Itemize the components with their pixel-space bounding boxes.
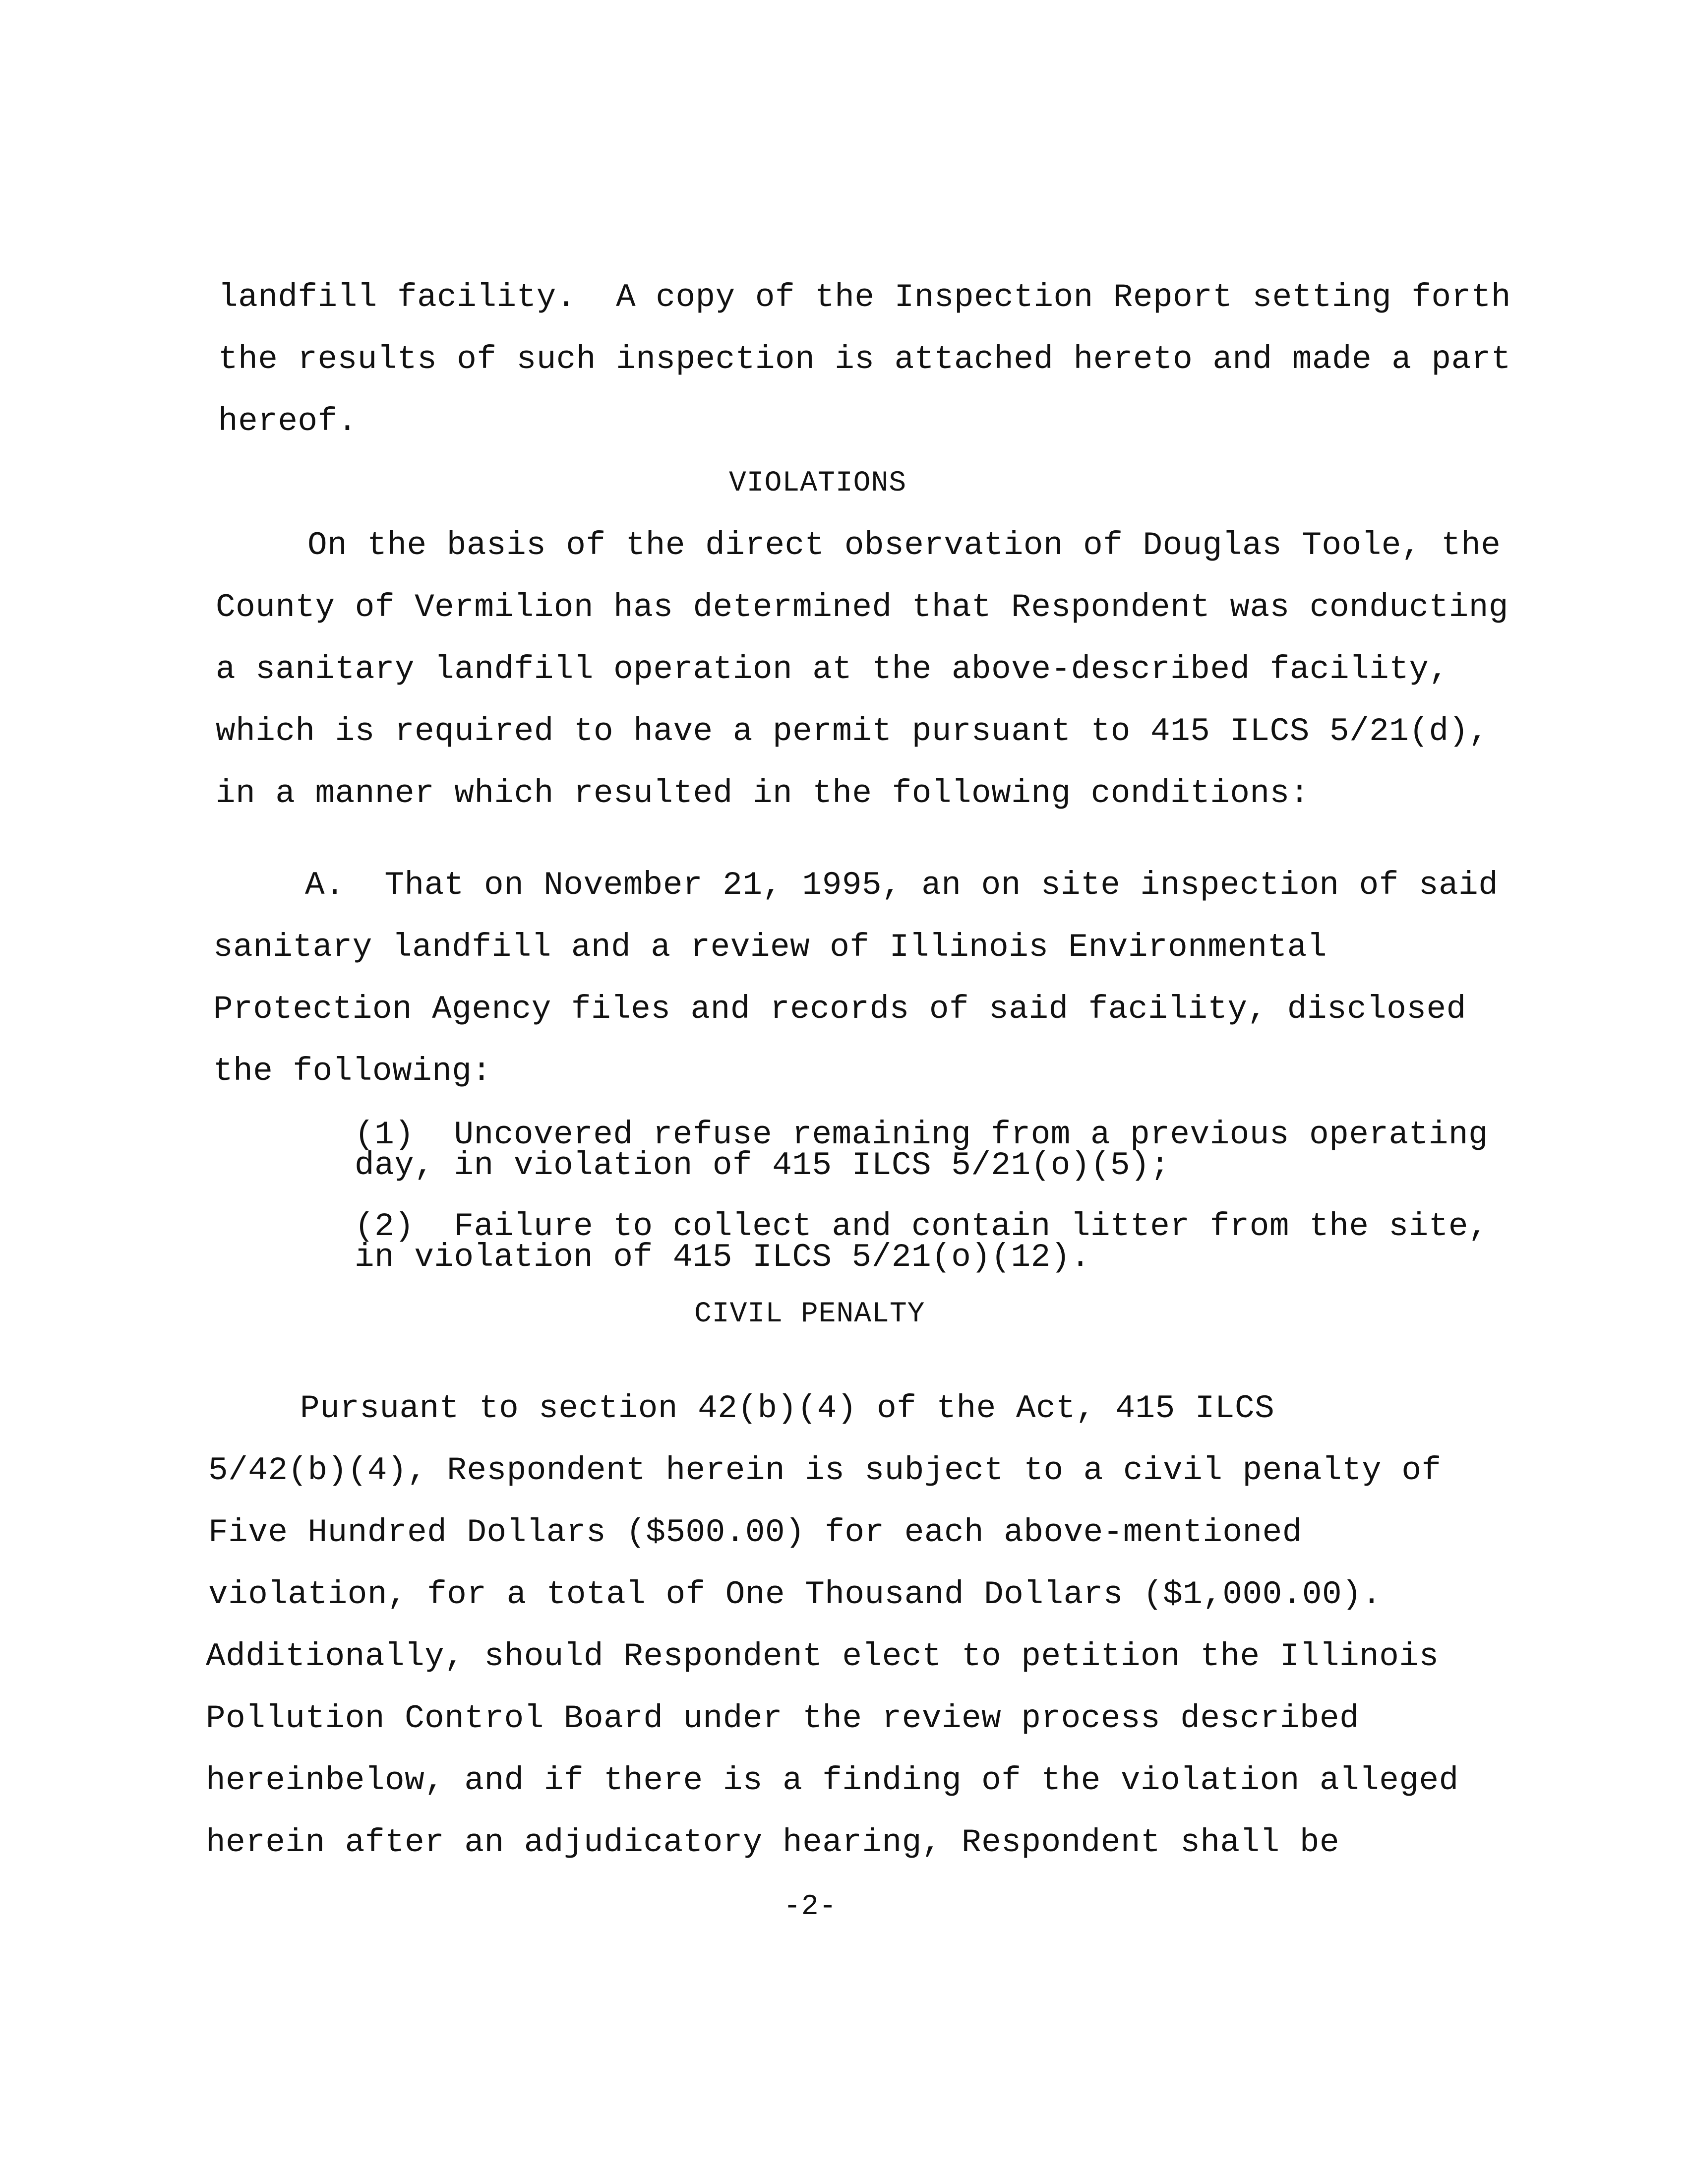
sub-item-1-line-1: (1) Uncovered refuse remaining from a previous operating: [355, 1116, 1489, 1153]
civil-penalty-line-8: herein after an adjudicatory hearing, Respondent shall be: [206, 1824, 1340, 1861]
intro-line-1: landfill facility. A copy of the Inspection Report setting forth: [218, 279, 1511, 316]
sub-item-2-line-2: in violation of 415 ILCS 5/21(o)(12).: [355, 1239, 1090, 1276]
civil-penalty-line-5: Additionally, should Respondent elect to petition the Illinois: [206, 1638, 1439, 1675]
item-a-line-1: A. That on November 21, 1995, an on site inspection of said: [305, 867, 1499, 904]
civil-penalty-line-4: violation, for a total of One Thousand Dollars ($1,000.00).: [208, 1576, 1382, 1613]
intro-line-3: hereof.: [218, 403, 358, 440]
page-number: -2-: [784, 1891, 837, 1923]
violations-line-5: in a manner which resulted in the following conditions:: [216, 775, 1310, 812]
civil-penalty-heading: CIVIL PENALTY: [694, 1298, 925, 1330]
violations-line-4: which is required to have a permit pursuant to 415 ILCS 5/21(d),: [216, 713, 1489, 750]
violations-heading: VIOLATIONS: [729, 467, 907, 499]
item-a-line-2: sanitary landfill and a review of Illinois Environmental: [213, 929, 1327, 966]
violations-line-2: County of Vermilion has determined that Respondent was conducting: [216, 589, 1508, 626]
violations-line-1: On the basis of the direct observation of Douglas Toole, the: [307, 527, 1501, 564]
sub-item-1-line-2: day, in violation of 415 ILCS 5/21(o)(5);: [355, 1147, 1170, 1184]
intro-line-2: the results of such inspection is attached hereto and made a part: [218, 341, 1511, 378]
sub-item-2-line-1: (2) Failure to collect and contain litter from the site,: [355, 1208, 1489, 1245]
civil-penalty-line-3: Five Hundred Dollars ($500.00) for each above-mentioned: [208, 1514, 1302, 1551]
item-a-line-3: Protection Agency files and records of said facility, disclosed: [213, 991, 1466, 1028]
civil-penalty-line-1: Pursuant to section 42(b)(4) of the Act, 415 ILCS: [300, 1390, 1275, 1427]
item-a-line-4: the following:: [213, 1053, 492, 1090]
civil-penalty-line-6: Pollution Control Board under the review process described: [206, 1700, 1360, 1737]
civil-penalty-line-2: 5/42(b)(4), Respondent herein is subject to a civil penalty of: [208, 1452, 1442, 1489]
violations-line-3: a sanitary landfill operation at the above-described facility,: [216, 651, 1449, 688]
civil-penalty-line-7: hereinbelow, and if there is a finding of the violation alleged: [206, 1762, 1459, 1799]
